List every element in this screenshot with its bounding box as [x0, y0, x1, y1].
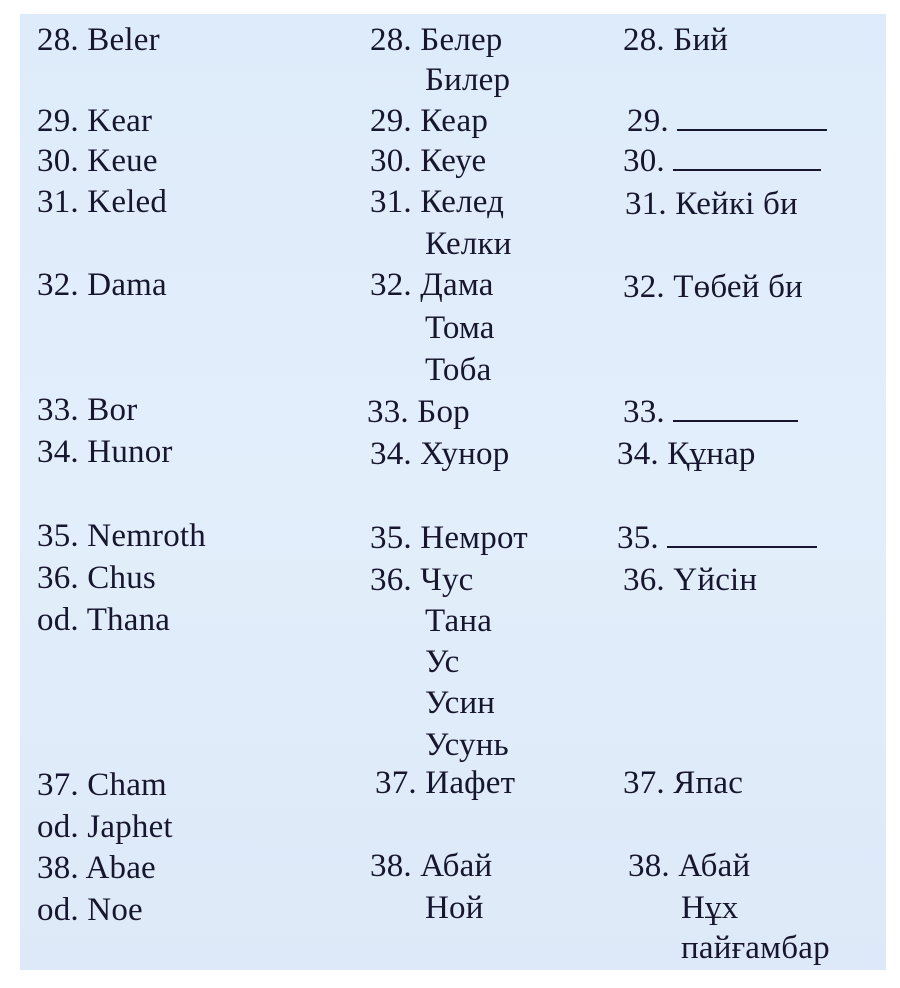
entry-37-variant-latin: od. Japhet — [37, 809, 173, 845]
entry-38-kazakh: 38. Абай — [628, 848, 751, 884]
entry-28-latin: 28. Beler — [37, 22, 160, 58]
entry-33-kazakh: 33. — [623, 392, 798, 432]
entry-38-variant-1-kazakh: Нұх — [681, 890, 739, 926]
entry-36-variant-latin: od. Thana — [37, 602, 171, 638]
entry-29-russian: 29. Кеар — [370, 103, 489, 139]
entry-35-russian: 35. Немрот — [370, 520, 528, 556]
blank-line — [667, 518, 817, 548]
entry-37-russian: 37. Иафет — [375, 765, 516, 801]
entry-32-russian: 32. Дама — [370, 267, 494, 303]
entry-35-latin: 35. Nemroth — [37, 518, 207, 554]
entry-36-latin: 36. Chus — [37, 560, 156, 596]
entry-36-variant-1-russian: Тана — [425, 603, 493, 639]
entry-31-latin: 31. Keled — [37, 184, 168, 220]
entry-38-variant-latin: od. Noe — [37, 892, 143, 928]
entry-31-russian: 31. Келед — [370, 184, 505, 220]
blank-line — [673, 141, 821, 171]
entry-36-variant-4-russian: Усунь — [425, 727, 509, 763]
entry-29-latin: 29. Kear — [37, 103, 153, 139]
entry-31-kazakh: 31. Кейкі би — [625, 186, 798, 222]
entry-34-latin: 34. Hunor — [37, 434, 173, 470]
blank-line — [677, 101, 827, 131]
entry-34-russian: 34. Хунор — [370, 436, 510, 472]
entry-30-latin: 30. Keue — [37, 143, 158, 179]
entry-33-russian: 33. Бор — [367, 394, 470, 430]
entry-32-kazakh: 32. Төбей би — [623, 269, 803, 305]
entry-36-variant-3-russian: Усин — [425, 685, 496, 721]
entry-30-kazakh: 30. — [623, 141, 821, 181]
entry-28-kazakh: 28. Бий — [623, 22, 729, 58]
entry-28-variant-russian: Билер — [425, 62, 511, 98]
entry-37-kazakh: 37. Япас — [623, 765, 744, 801]
entry-32-latin: 32. Dama — [37, 267, 167, 303]
entry-32-variant-1-russian: Тома — [425, 310, 495, 346]
entry-37-latin: 37. Cham — [37, 767, 167, 803]
entry-35-kazakh: 35. — [617, 518, 817, 558]
entry-36-russian: 36. Чус — [370, 562, 474, 598]
blank-line — [673, 392, 798, 422]
entry-36-variant-2-russian: Ус — [425, 644, 460, 680]
entry-30-russian: 30. Кеуе — [370, 143, 487, 179]
entry-28-russian: 28. Белер — [370, 22, 503, 58]
entry-31-variant-russian: Келки — [425, 226, 512, 262]
entry-33-latin: 33. Bor — [37, 392, 138, 428]
entry-36-kazakh: 36. Үйсін — [623, 562, 758, 598]
document-page — [20, 14, 886, 970]
entry-29-kazakh: 29. — [627, 101, 827, 141]
entry-38-latin: 38. Abae — [37, 850, 156, 886]
entry-34-kazakh: 34. Құнар — [617, 436, 756, 472]
entry-32-variant-2-russian: Тоба — [425, 352, 492, 388]
entry-38-russian: 38. Абай — [370, 848, 493, 884]
entry-38-variant-russian: Ной — [425, 890, 484, 926]
entry-38-variant-2-kazakh: пайғамбар — [681, 930, 830, 966]
